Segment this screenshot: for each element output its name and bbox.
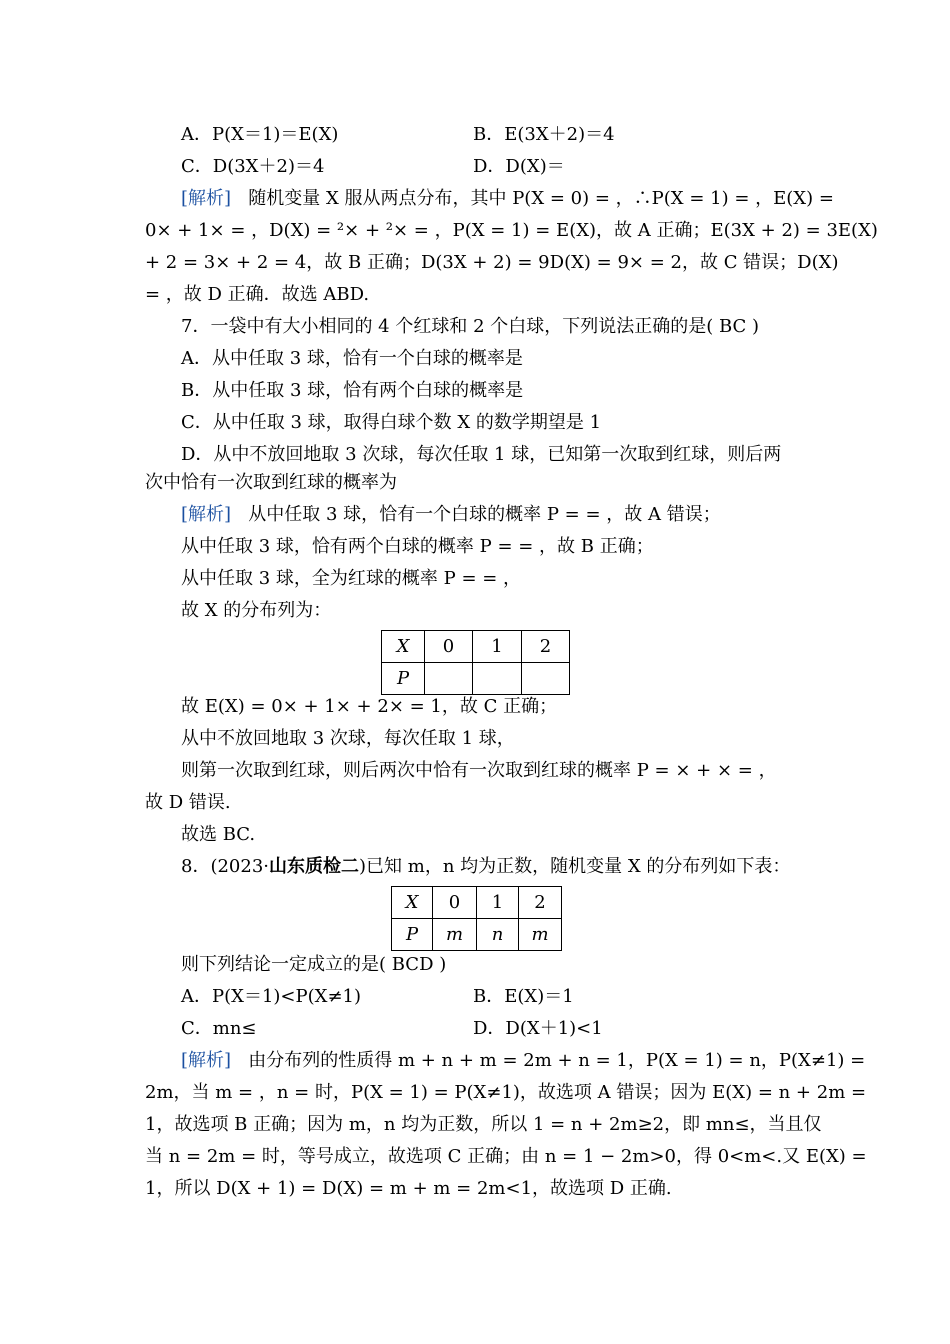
q8-distribution-table xyxy=(391,886,562,951)
table-row xyxy=(382,631,570,663)
q7-analysis-line-1 xyxy=(181,503,721,527)
q7-option-d-line-2: 次中恰有一次取到红球的概率为 xyxy=(145,472,397,493)
analysis-tag: [解析] xyxy=(181,188,232,209)
q6-analysis-line-2: 0× + 1× = ，D(X) = ²× + ²× = ，P(X = 1) = E(X)，故 A 正确；E(3X + 2) = 3E(X) xyxy=(145,220,878,241)
q8-analysis-line-5: 1，所以 D(X + 1) = D(X) = m + m = 2m<1，故选项 D 正确. xyxy=(145,1178,672,1199)
table-cell: P xyxy=(392,919,433,951)
table-cell: 0 xyxy=(433,887,477,919)
q8-question: 则下列结论一定成立的是( BCD ) xyxy=(181,954,447,975)
table-cell: X xyxy=(382,631,425,663)
table-cell: m xyxy=(519,919,562,951)
q6-analysis-line-3: + 2 = 3× + 2 = 4，故 B 正确；D(3X + 2) = 9D(X) = 9× = 2，故 C 错误；D(X) xyxy=(145,252,839,273)
q8-option-d: D．D(X＋1)<1 xyxy=(473,1018,603,1039)
table-row xyxy=(392,887,562,919)
q7-option-b: B．从中任取 3 球，恰有两个白球的概率是 xyxy=(181,380,524,401)
analysis-tag: [解析] xyxy=(181,504,232,525)
q8-option-a: A．P(X＝1)<P(X≠1) xyxy=(181,986,362,1007)
q7-after-line-1: 故 E(X) = 0× + 1× + 2× = 1，故 C 正确； xyxy=(181,696,558,717)
q8-analysis-line-3: 1，故选项 B 正确；因为 m，n 均为正数，所以 1 = n + 2m≥2，即 mn≤，当且仅 xyxy=(145,1114,822,1135)
q6-analysis-line-1 xyxy=(181,187,834,211)
q7-analysis-line-4: 故 X 的分布列为： xyxy=(181,600,332,621)
table-cell: X xyxy=(392,887,433,919)
q6-option-c: C．D(3X＋2)＝4 xyxy=(181,156,325,177)
table-cell: P xyxy=(382,663,425,695)
table-cell: n xyxy=(477,919,519,951)
table-cell: 0 xyxy=(425,631,473,663)
table-row xyxy=(392,919,562,951)
q7-distribution-table xyxy=(381,630,570,695)
q6-analysis-line-4: = ，故 D 正确．故选 ABD. xyxy=(145,284,370,305)
table-cell: 2 xyxy=(519,887,562,919)
q7-stem: 7．一袋中有大小相同的 4 个红球和 2 个白球，下列说法正确的是( BC ) xyxy=(181,316,760,337)
q7-option-a: A．从中任取 3 球，恰有一个白球的概率是 xyxy=(181,348,523,369)
q7-option-d-line-1: D．从中不放回地取 3 次球，每次任取 1 球，已知第一次取到红球，则后两 xyxy=(181,444,782,465)
table-cell: 1 xyxy=(477,887,519,919)
q8-analysis-line-1 xyxy=(181,1049,865,1073)
q6-option-d: D．D(X)＝ xyxy=(473,156,565,177)
q7-after-line-2: 从中不放回地取 3 次球，每次任取 1 球， xyxy=(181,728,515,749)
table-cell: 1 xyxy=(473,631,522,663)
q6-analysis-text: 随机变量 X 服从两点分布，其中 P(X = 0) = ，∴P(X = 1) = ，E(X) = xyxy=(248,188,834,209)
q8-option-b: B．E(X)＝1 xyxy=(473,986,574,1007)
q6-option-b: B．E(3X＋2)＝4 xyxy=(473,124,615,145)
q8-analysis-line-4: 当 n = 2m = 时，等号成立，故选项 C 正确；由 n = 1 − 2m>0，得 0<m<.又 E(X) = xyxy=(145,1146,867,1167)
table-cell: m xyxy=(433,919,477,951)
q7-option-c: C．从中任取 3 球，取得白球个数 X 的数学期望是 1 xyxy=(181,412,602,433)
q8-analysis-line-2: 2m，当 m = ，n = 时，P(X = 1) = P(X≠1)，故选项 A 错误；因为 E(X) = n + 2m = xyxy=(145,1082,867,1103)
q7-after-line-4: 故 D 错误. xyxy=(145,792,231,813)
table-cell xyxy=(473,663,522,695)
q8-source: 山东质检二 xyxy=(269,856,360,877)
analysis-tag: [解析] xyxy=(181,1050,232,1071)
q7-conclusion: 故选 BC. xyxy=(181,824,256,845)
q7-analysis-line-2: 从中任取 3 球，恰有两个白球的概率 P = = ，故 B 正确； xyxy=(181,536,654,557)
q8-stem: 8．(2023·山东质检二)已知 m，n 均为正数，随机变量 X 的分布列如下表： xyxy=(181,856,791,877)
q7-after-line-3: 则第一次取到红球，则后两次中恰有一次取到红球的概率 P = × + × = ， xyxy=(181,760,777,781)
table-cell xyxy=(522,663,570,695)
table-cell: 2 xyxy=(522,631,570,663)
table-cell xyxy=(425,663,473,695)
q6-option-a: A．P(X＝1)＝E(X) xyxy=(181,124,339,145)
q7-analysis-line-3: 从中任取 3 球，全为红球的概率 P = = ， xyxy=(181,568,522,589)
table-row xyxy=(382,663,570,695)
q7-analysis-text: 从中任取 3 球，恰有一个白球的概率 P = = ，故 A 错误； xyxy=(248,504,721,525)
q8-analysis-text: 由分布列的性质得 m + n + m = 2m + n = 1，P(X = 1) = n，P(X≠1) = xyxy=(248,1050,866,1071)
q8-option-c: C．mn≤ xyxy=(181,1018,257,1039)
